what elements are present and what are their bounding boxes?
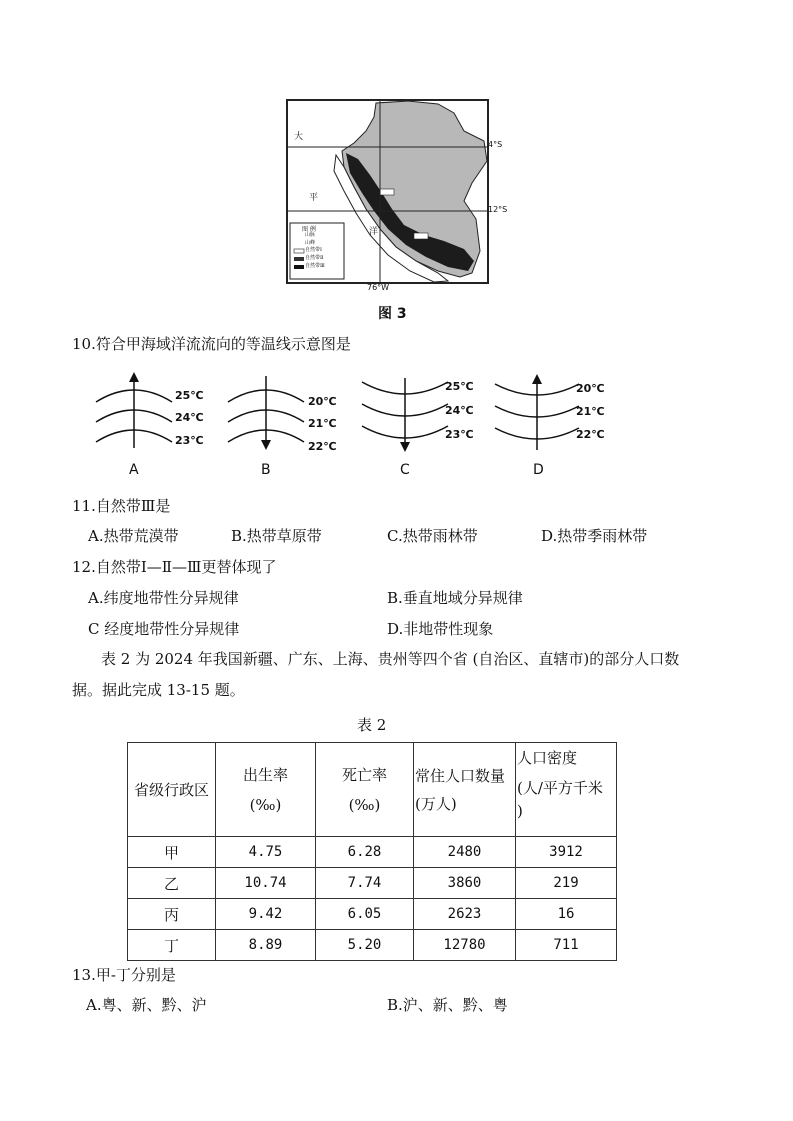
q11-option-c[interactable]: C.热带雨林带 <box>387 527 478 545</box>
option-letter-b[interactable]: B <box>261 462 271 478</box>
map-place-label: 大 <box>294 132 304 142</box>
isotherm-label: 25℃ <box>175 389 204 402</box>
row-pop: 2480 <box>414 837 516 868</box>
table-row <box>128 930 617 961</box>
option-letter-a[interactable]: A <box>129 462 139 478</box>
row-birth: 9.42 <box>216 899 316 930</box>
row-density: 711 <box>516 930 617 961</box>
lon-label-76w: 76°W <box>367 283 390 292</box>
arrow-head <box>261 440 271 450</box>
legend-item: 自然带Ⅲ <box>305 263 325 269</box>
row-death: 6.28 <box>316 837 414 868</box>
figure-caption: 图 3 <box>378 306 407 322</box>
q11-option-b[interactable]: B.热带草原带 <box>231 527 322 545</box>
question-10-stem: 10.符合甲海域洋流流向的等温线示意图是 <box>72 335 351 353</box>
map-place-label: 洋 <box>369 227 379 237</box>
lat-label-12s: 12°S <box>488 205 508 214</box>
header-death-rate: 死亡率 (‰) <box>316 743 414 837</box>
row-birth: 4.75 <box>216 837 316 868</box>
q13-option-b[interactable]: B.沪、新、黔、粤 <box>387 996 508 1014</box>
header-birth-rate: 出生率 (‰) <box>216 743 316 837</box>
row-name: 丁 <box>128 930 216 961</box>
isotherm-label: 20℃ <box>308 395 337 408</box>
table-row <box>128 899 617 930</box>
legend-item: 山峰 <box>305 240 316 246</box>
isotherm-label: 22℃ <box>308 440 337 453</box>
arrow-head <box>400 442 410 452</box>
header-population: 常住人口数量 (万人) <box>414 743 516 837</box>
row-pop: 3860 <box>414 868 516 899</box>
row-name: 丙 <box>128 899 216 930</box>
q13-option-a[interactable]: A.粤、新、黔、沪 <box>86 996 207 1014</box>
lat-label-4s: 4°S <box>488 140 503 149</box>
intro-line-2: 据。据此完成 13-15 题。 <box>72 681 245 699</box>
q11-option-a[interactable]: A.热带荒漠带 <box>88 527 179 545</box>
legend-title: 图 例 <box>302 226 316 233</box>
q12-option-c[interactable]: C 经度地带性分异规律 <box>88 620 240 638</box>
arrow-head <box>532 374 542 384</box>
row-death: 5.20 <box>316 930 414 961</box>
question-13-stem: 13.甲-丁分别是 <box>72 966 176 984</box>
header-density: 人口密度 (人/平方千米 ) <box>516 743 617 837</box>
isotherm-label: 23℃ <box>175 434 204 447</box>
option-letter-c[interactable]: C <box>400 462 410 478</box>
row-death: 6.05 <box>316 899 414 930</box>
question-12-stem: 12.自然带Ⅰ—Ⅱ—Ⅲ更替体现了 <box>72 558 277 576</box>
intro-line-1: 表 2 为 2024 年我国新疆、广东、上海、贵州等四个省 (自治区、直辖市)的部分人口数 <box>101 650 680 668</box>
row-pop: 2623 <box>414 899 516 930</box>
isotherm-label: 24℃ <box>175 411 204 424</box>
isotherm-label: 20℃ <box>576 382 605 395</box>
map-place-label: 平 <box>309 193 319 203</box>
row-name: 甲 <box>128 837 216 868</box>
table-title: 表 2 <box>357 716 387 734</box>
row-name: 乙 <box>128 868 216 899</box>
isotherm-label: 24℃ <box>445 404 474 417</box>
isotherm-label: 21℃ <box>308 417 337 430</box>
table-row <box>128 837 617 868</box>
row-death: 7.74 <box>316 868 414 899</box>
q12-option-a[interactable]: A.纬度地带性分异规律 <box>88 589 239 607</box>
row-birth: 8.89 <box>216 930 316 961</box>
row-pop: 12780 <box>414 930 516 961</box>
header-region: 省级行政区 <box>128 743 216 837</box>
row-density: 3912 <box>516 837 617 868</box>
q12-option-b[interactable]: B.垂直地域分异规律 <box>387 589 523 607</box>
legend-item: 山脉 <box>305 232 316 238</box>
legend-item: 自然带Ⅱ <box>305 255 324 261</box>
option-letter-d[interactable]: D <box>533 462 544 478</box>
legend-item: 自然带Ⅰ <box>305 247 322 253</box>
q11-option-d[interactable]: D.热带季雨林带 <box>541 527 648 545</box>
isotherm-label: 22℃ <box>576 428 605 441</box>
question-11-stem: 11.自然带Ⅲ是 <box>72 497 171 515</box>
isotherm-label: 21℃ <box>576 405 605 418</box>
row-density: 16 <box>516 899 617 930</box>
population-table <box>127 742 617 961</box>
arrow-head <box>129 372 139 382</box>
row-birth: 10.74 <box>216 868 316 899</box>
table-row <box>128 868 617 899</box>
q12-option-d[interactable]: D.非地带性现象 <box>387 620 494 638</box>
isotherm-label: 25℃ <box>445 380 474 393</box>
isotherm-label: 23℃ <box>445 428 474 441</box>
row-density: 219 <box>516 868 617 899</box>
table-header-row <box>128 743 617 837</box>
